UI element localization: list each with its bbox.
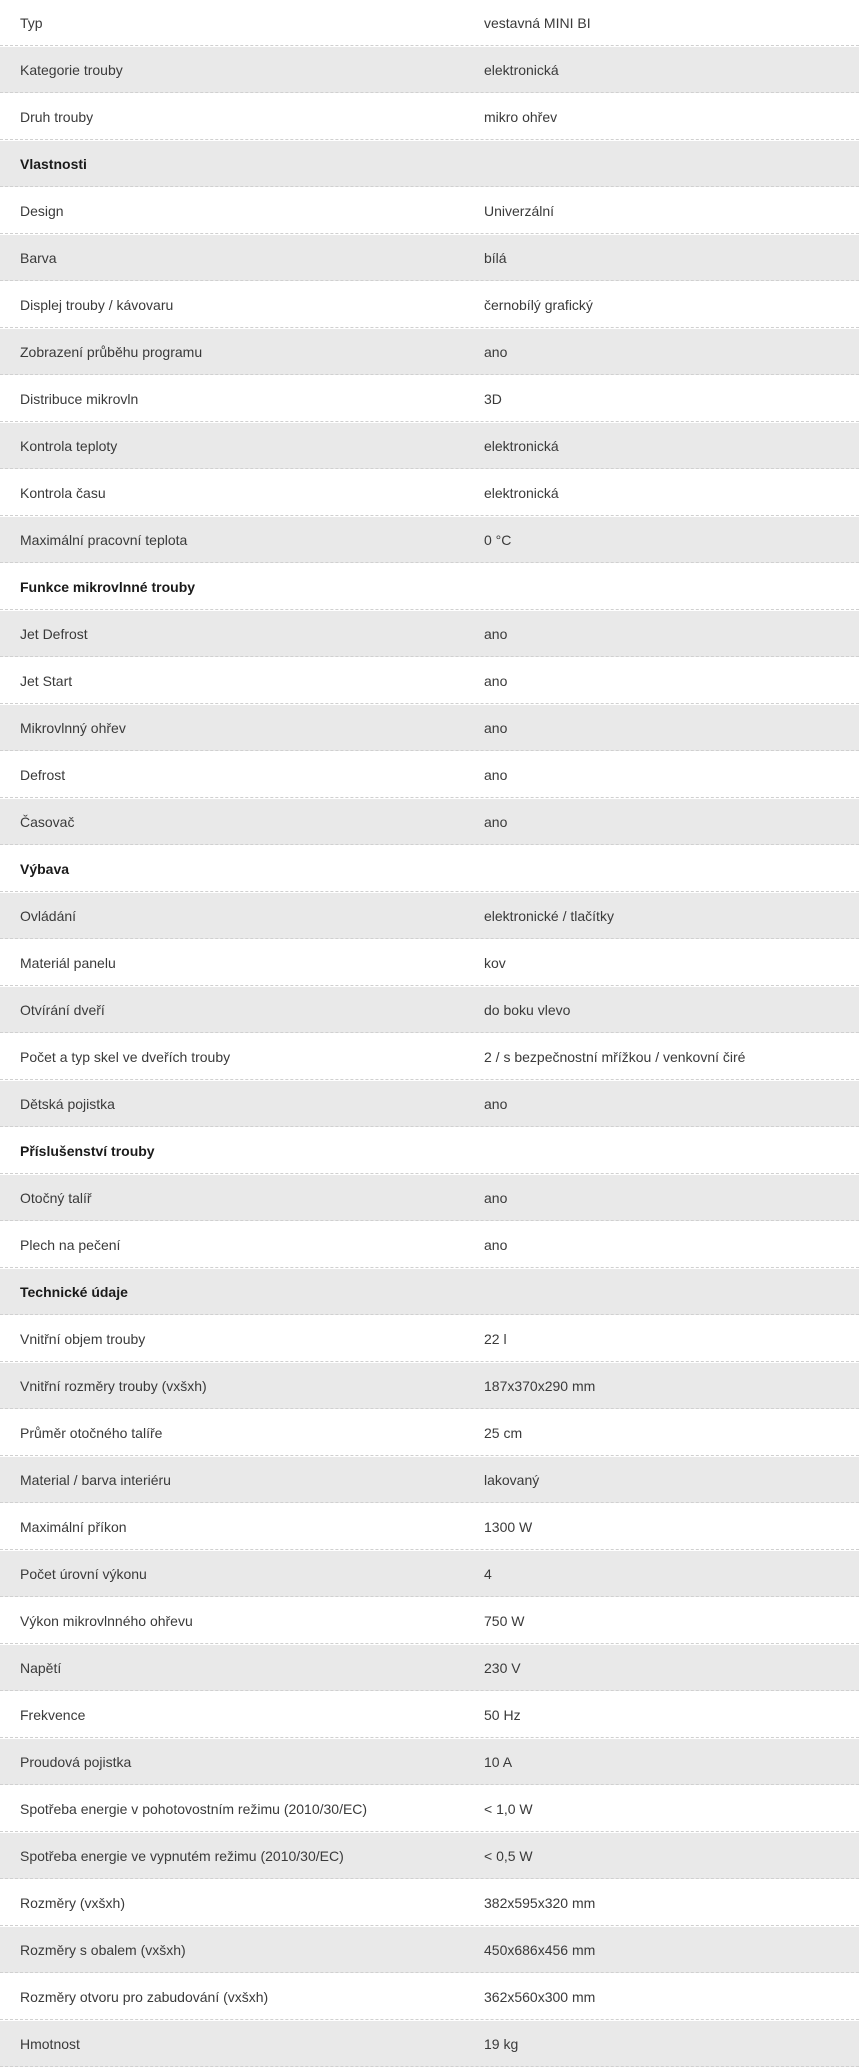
section-title: Technické údaje <box>20 1283 128 1300</box>
spec-label: Rozměry s obalem (vxšxh) <box>20 1941 186 1958</box>
spec-value: lakovaný <box>484 1471 540 1488</box>
spec-row <box>0 1316 859 1362</box>
spec-label: Ovládání <box>20 907 77 924</box>
spec-row <box>0 1034 859 1080</box>
spec-label: Distribuce mikrovln <box>20 390 139 407</box>
spec-label: Jet Defrost <box>20 625 88 642</box>
spec-row <box>0 0 859 46</box>
spec-row <box>0 94 859 140</box>
spec-label: Průměr otočného talíře <box>20 1424 163 1441</box>
spec-row <box>0 1175 859 1221</box>
spec-label: Design <box>20 202 64 219</box>
spec-label: Vnitřní objem trouby <box>20 1330 146 1347</box>
spec-row <box>0 1880 859 1926</box>
spec-value: 362x560x300 mm <box>484 1988 596 2005</box>
spec-value: 22 l <box>484 1330 507 1347</box>
spec-value: bílá <box>484 249 507 266</box>
spec-value: 50 Hz <box>484 1706 521 1723</box>
spec-value: ano <box>484 1095 508 1112</box>
spec-value: 187x370x290 mm <box>484 1377 596 1394</box>
spec-value: vestavná MINI BI <box>484 14 591 31</box>
spec-value: Univerzální <box>484 202 555 219</box>
spec-row <box>0 1598 859 1644</box>
spec-value: 10 A <box>484 1753 513 1770</box>
spec-row <box>0 329 859 375</box>
spec-label: Displej trouby / kávovaru <box>20 296 174 313</box>
spec-label: Material / barva interiéru <box>20 1471 171 1488</box>
spec-value: ano <box>484 766 508 783</box>
spec-row <box>0 47 859 93</box>
section-header-row <box>0 1128 859 1174</box>
spec-row <box>0 1692 859 1738</box>
spec-label: Časovač <box>20 813 75 830</box>
spec-row <box>0 1927 859 1973</box>
spec-label: Kategorie trouby <box>20 61 123 78</box>
spec-label: Vnitřní rozměry trouby (vxšxh) <box>20 1377 207 1394</box>
spec-row <box>0 2021 859 2067</box>
spec-row <box>0 282 859 328</box>
spec-row <box>0 188 859 234</box>
spec-value: ano <box>484 672 508 689</box>
section-header-row <box>0 846 859 892</box>
spec-row <box>0 1739 859 1785</box>
spec-row <box>0 987 859 1033</box>
spec-label: Typ <box>20 14 43 31</box>
spec-value: ano <box>484 1189 508 1206</box>
spec-value: kov <box>484 954 506 971</box>
section-title: Vlastnosti <box>20 155 87 172</box>
spec-value: do boku vlevo <box>484 1001 571 1018</box>
section-title: Funkce mikrovlnné trouby <box>20 578 196 595</box>
section-header-row <box>0 1269 859 1315</box>
spec-label: Rozměry (vxšxh) <box>20 1894 126 1911</box>
spec-row <box>0 470 859 516</box>
spec-row <box>0 1786 859 1832</box>
section-header-row <box>0 141 859 187</box>
spec-row <box>0 658 859 704</box>
spec-label: Spotřeba energie v pohotovostním režimu (2010/30/EC) <box>20 1800 368 1817</box>
spec-value: elektronická <box>484 437 559 454</box>
spec-row <box>0 1410 859 1456</box>
spec-label: Spotřeba energie ve vypnutém režimu (2010/30/EC) <box>20 1847 344 1864</box>
spec-value: mikro ohřev <box>484 108 558 125</box>
spec-value: 230 V <box>484 1659 521 1676</box>
spec-value: 3D <box>484 390 502 407</box>
spec-row <box>0 1645 859 1691</box>
spec-label: Maximální příkon <box>20 1518 127 1535</box>
spec-label: Dětská pojistka <box>20 1095 115 1112</box>
spec-value: 0 °C <box>484 531 512 548</box>
spec-label: Otočný talíř <box>20 1189 92 1206</box>
section-title: Výbava <box>20 860 70 877</box>
spec-label: Mikrovlnný ohřev <box>20 719 126 736</box>
spec-value: < 0,5 W <box>484 1847 533 1864</box>
spec-value: ano <box>484 813 508 830</box>
spec-value: 382x595x320 mm <box>484 1894 596 1911</box>
spec-row <box>0 705 859 751</box>
spec-label: Materiál panelu <box>20 954 116 971</box>
spec-label: Výkon mikrovlnného ohřevu <box>20 1612 193 1629</box>
spec-row <box>0 940 859 986</box>
spec-row <box>0 1363 859 1409</box>
spec-row <box>0 893 859 939</box>
spec-row <box>0 1504 859 1550</box>
spec-value: ano <box>484 1236 508 1253</box>
spec-value: elektronická <box>484 61 559 78</box>
spec-value: 750 W <box>484 1612 525 1629</box>
spec-value: 25 cm <box>484 1424 523 1441</box>
spec-label: Proudová pojistka <box>20 1753 132 1770</box>
spec-value: ano <box>484 625 508 642</box>
spec-label: Počet a typ skel ve dveřích trouby <box>20 1048 231 1065</box>
spec-value: 19 kg <box>484 2035 519 2052</box>
spec-label: Frekvence <box>20 1706 86 1723</box>
spec-value: 2 / s bezpečnostní mřížkou / venkovní čiré <box>484 1048 746 1065</box>
spec-label: Plech na pečení <box>20 1236 121 1253</box>
spec-label: Kontrola teploty <box>20 437 118 454</box>
spec-row <box>0 1081 859 1127</box>
section-header-row <box>0 564 859 610</box>
spec-label: Otvírání dveří <box>20 1001 105 1018</box>
spec-label: Maximální pracovní teplota <box>20 531 188 548</box>
spec-label: Počet úrovní výkonu <box>20 1565 147 1582</box>
spec-value: 1300 W <box>484 1518 533 1535</box>
spec-label: Defrost <box>20 766 66 783</box>
spec-value: ano <box>484 719 508 736</box>
spec-label: Napětí <box>20 1659 62 1676</box>
spec-value: ano <box>484 343 508 360</box>
spec-label: Rozměry otvoru pro zabudování (vxšxh) <box>20 1988 269 2005</box>
spec-row <box>0 1974 859 2020</box>
spec-row <box>0 1457 859 1503</box>
spec-row <box>0 235 859 281</box>
spec-value: 4 <box>484 1565 492 1582</box>
spec-label: Jet Start <box>20 672 73 689</box>
spec-row <box>0 517 859 563</box>
spec-value: elektronické / tlačítky <box>484 907 614 924</box>
spec-row <box>0 1222 859 1268</box>
spec-row <box>0 752 859 798</box>
spec-row <box>0 423 859 469</box>
spec-row <box>0 376 859 422</box>
spec-label: Druh trouby <box>20 108 94 125</box>
spec-row <box>0 611 859 657</box>
spec-row <box>0 799 859 845</box>
spec-value: černobílý grafický <box>484 296 593 313</box>
spec-value: 450x686x456 mm <box>484 1941 596 1958</box>
spec-row <box>0 1551 859 1597</box>
spec-label: Barva <box>20 249 57 266</box>
section-title: Příslušenství trouby <box>20 1142 155 1159</box>
spec-label: Kontrola času <box>20 484 106 501</box>
spec-label: Zobrazení průběhu programu <box>20 343 203 360</box>
spec-value: elektronická <box>484 484 559 501</box>
spec-value: < 1,0 W <box>484 1800 533 1817</box>
spec-label: Hmotnost <box>20 2035 80 2052</box>
spec-row <box>0 1833 859 1879</box>
